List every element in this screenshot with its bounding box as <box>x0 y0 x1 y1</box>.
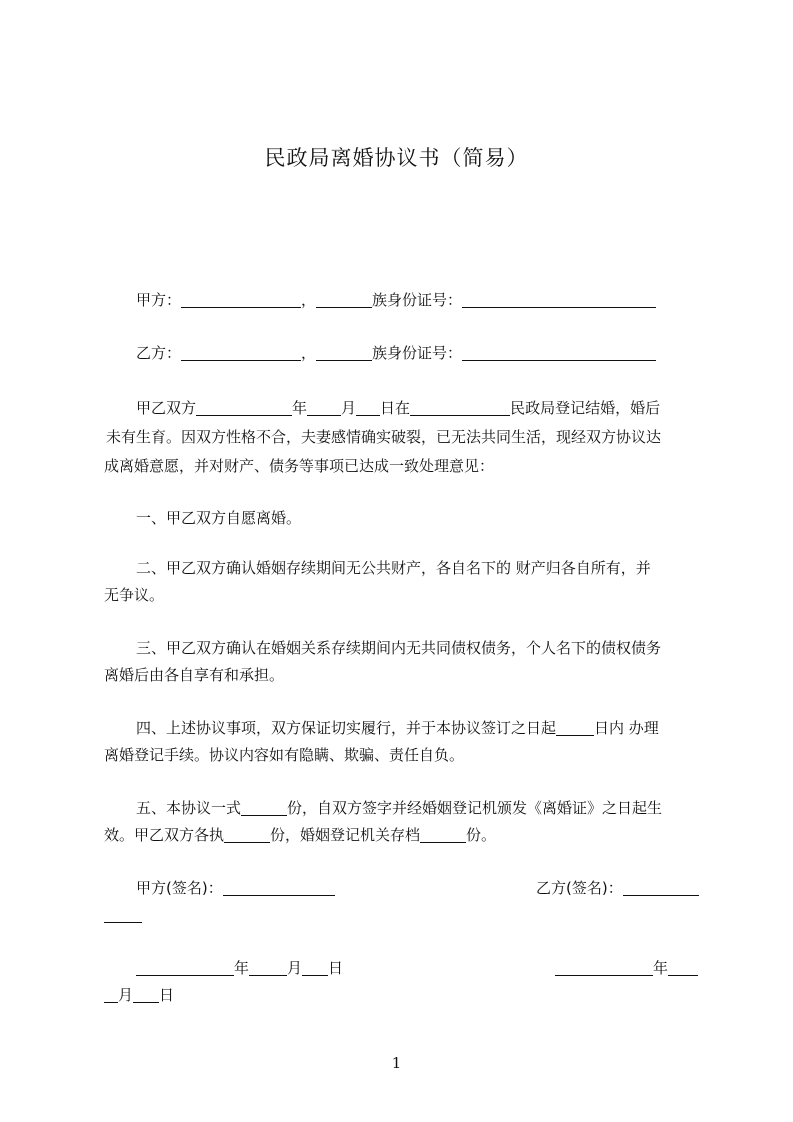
party-a-comma: ， <box>301 291 317 309</box>
party-b-comma: ， <box>301 344 317 362</box>
party-b-line <box>136 338 656 368</box>
clause-3-line-1: 三、甲乙双方确认在婚姻关系存续期间内无共同债权债务，个人名下的债权债务 <box>136 639 662 657</box>
party-a-date-day-blank <box>302 959 328 976</box>
party-a-label: 甲方： <box>136 291 182 309</box>
party-b-date-day-blank <box>133 986 159 1003</box>
clause-5-text-3: 份，婚姻登记机关存档 <box>270 826 421 844</box>
party-a-id-label: 族身份证号： <box>372 291 463 309</box>
party-b-date-month-blank <box>104 986 118 1003</box>
party-a-signature-blank <box>223 879 335 896</box>
party-b-id-label: 族身份证号： <box>372 344 463 362</box>
intro-bureau-blank <box>410 399 510 416</box>
party-a-line <box>136 285 656 315</box>
party-a-date-year-blank <box>136 959 234 976</box>
clause-5-each-copies-blank <box>224 826 270 843</box>
clause-5-line-1 <box>136 793 662 823</box>
intro-line-3: 成离婚意愿，并对财产、债务等事项已达成一致处理意见： <box>104 457 495 475</box>
party-b-signature-blank <box>623 879 699 896</box>
clause-1: 一、甲乙双方自愿离婚。 <box>136 509 302 527</box>
page-number: 1 <box>391 1054 402 1072</box>
party-b-signature-label: 乙方(签名)： <box>536 879 623 897</box>
intro-text-end: 民政局登记结婚，婚后 <box>510 399 661 417</box>
party-a-signature <box>136 873 335 903</box>
party-b-name-blank <box>181 344 301 361</box>
intro-line-1 <box>136 393 660 423</box>
party-a-date-year: 年 <box>234 959 250 977</box>
party-a-date-month-blank <box>249 959 287 976</box>
clause-5-copies-blank <box>241 799 287 816</box>
party-a-date-month: 月 <box>287 959 303 977</box>
intro-day-blank <box>356 399 380 416</box>
intro-year-label: 年 <box>292 399 308 417</box>
party-b-date-year: 年 <box>653 959 669 977</box>
party-b-date-month-blank-end <box>668 959 698 976</box>
clause-4-days-blank <box>556 719 594 736</box>
party-b-date-day: 日 <box>159 986 175 1004</box>
clause-3-line-2: 离婚后由各自享有和承担。 <box>104 666 285 684</box>
clause-2-line-1: 二、甲乙双方确认婚姻存续期间无公共财产，各自名下的 财产归各自所有，并 <box>136 559 651 577</box>
clause-5-text-4: 份。 <box>466 826 497 844</box>
clause-4-text-end: 日内 办理 <box>594 719 659 737</box>
clause-5-line-2 <box>104 820 496 850</box>
clause-2-line-2: 无争议。 <box>104 586 165 604</box>
clause-4-text: 四、上述协议事项，双方保证切实履行，并于本协议签订之日起 <box>136 719 557 737</box>
party-a-date <box>136 953 343 983</box>
intro-day-label: 日在 <box>380 399 411 417</box>
party-a-id-blank <box>462 291 656 308</box>
document-title: 民政局离婚协议书（简易） <box>264 146 529 170</box>
clause-5-text: 五、本协议一式 <box>136 799 242 817</box>
clause-5-text-end: 份，自双方签字并经婚姻登记机颁发《离婚证》之日起生 <box>287 799 663 817</box>
intro-year-blank <box>196 399 292 416</box>
intro-month-blank <box>307 399 341 416</box>
party-b-ethnicity-blank <box>316 344 372 361</box>
intro-text: 甲乙双方 <box>136 399 197 417</box>
intro-month-label: 月 <box>341 399 357 417</box>
party-a-signature-label: 甲方(签名)： <box>136 879 223 897</box>
clause-5-text-2: 效。甲乙双方各执 <box>104 826 225 844</box>
party-a-ethnicity-blank <box>316 291 372 308</box>
party-b-label: 乙方： <box>136 344 182 362</box>
clause-4-line-2: 离婚登记手续。协议内容如有隐瞒、欺骗、责任自负。 <box>104 746 465 764</box>
party-b-date-continued <box>104 980 174 1010</box>
party-b-signature <box>536 873 699 903</box>
party-b-signature-continued <box>104 900 142 930</box>
party-b-signature-blank-cont <box>104 906 142 923</box>
party-b-id-blank <box>462 344 656 361</box>
party-b-date-year-blank <box>555 959 653 976</box>
clause-5-archive-copies-blank <box>420 826 466 843</box>
party-b-date <box>555 953 698 983</box>
intro-line-2: 未有生育。因双方性格不合，夫妻感情确实破裂，已无法共同生活，现经双方协议达 <box>106 428 662 446</box>
party-a-name-blank <box>181 291 301 308</box>
clause-4-line-1 <box>136 713 659 743</box>
party-a-date-day: 日 <box>328 959 344 977</box>
party-b-date-month: 月 <box>118 986 134 1004</box>
